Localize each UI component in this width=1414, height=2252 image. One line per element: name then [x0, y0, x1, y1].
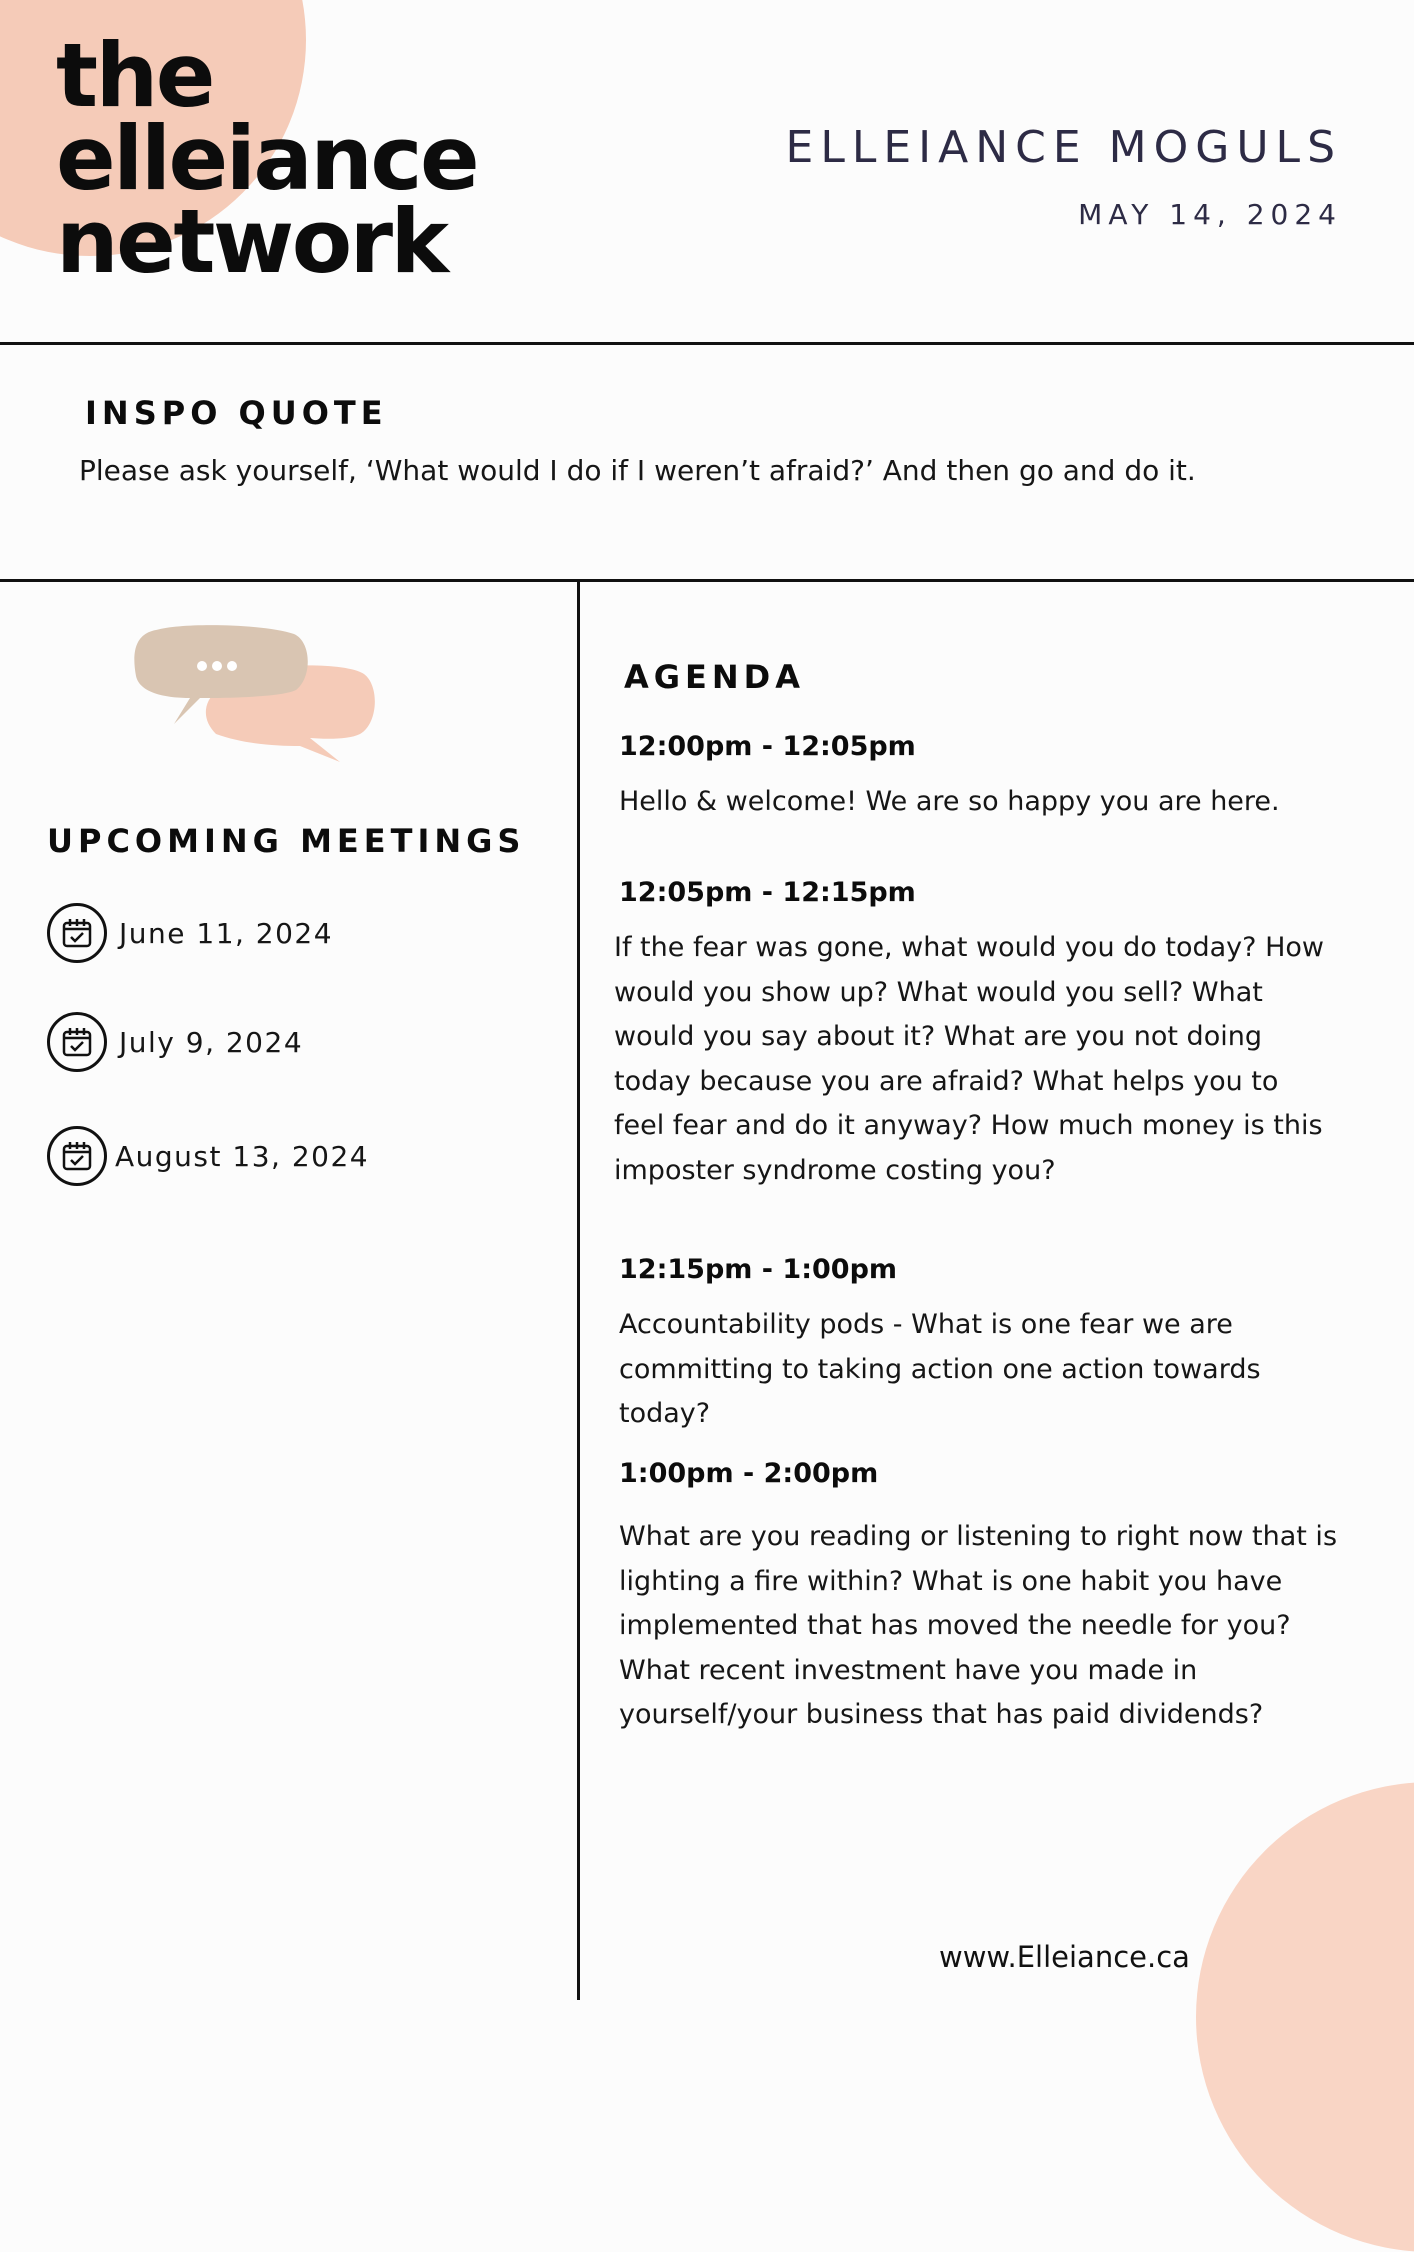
meeting-date-text: June 11, 2024: [119, 916, 334, 950]
agenda-description: What are you reading or listening to right now that is lighting a fire within? What is one habit you have implemented that has moved the needle for you? What recent investment have you made in yourself/your business that has paid dividends?: [619, 1521, 1338, 1730]
meeting-item: [47, 1012, 303, 1072]
inspo-heading: INSPO QUOTE: [85, 394, 388, 432]
agenda-description: Hello & welcome! We are so happy you are here.: [619, 786, 1280, 817]
divider-vertical: [577, 581, 580, 2000]
logo-line-1: the: [56, 24, 213, 127]
agenda-item: [619, 1458, 1339, 1738]
meeting-date-text: August 13, 2024: [115, 1139, 370, 1173]
meeting-item: [47, 1126, 369, 1186]
chat-bubbles-icon: [134, 624, 380, 798]
divider-middle: [0, 579, 1414, 582]
divider-top: [0, 342, 1414, 345]
decorative-circle-bottom: [1196, 1782, 1414, 2252]
agenda-time: 12:05pm - 12:15pm: [619, 877, 916, 908]
agenda-time: 1:00pm - 2:00pm: [619, 1458, 879, 1489]
agenda-heading: AGENDA: [624, 658, 805, 696]
calendar-check-icon: [47, 903, 107, 963]
agenda-item: [619, 731, 1339, 825]
meeting-date: MAY 14, 2024: [1078, 198, 1342, 231]
upcoming-heading: UPCOMING MEETINGS: [47, 822, 526, 860]
agenda-item: [614, 877, 1334, 1193]
agenda-description: If the fear was gone, what would you do today? How would you show up? What would you sell? What would you say about it? What are you not doing today because you are afraid? What helps you to feel fear and do it anyway? How much money is this imposter syndrome costing you?: [614, 932, 1324, 1186]
agenda-description: Accountability pods - What is one fear we are committing to taking action one action towards today?: [619, 1309, 1261, 1429]
logo: [56, 24, 478, 293]
org-title: ELLEIANCE MOGULS: [785, 122, 1342, 173]
agenda-time: 12:00pm - 12:05pm: [619, 731, 916, 762]
meeting-date-text: July 9, 2024: [119, 1025, 304, 1059]
agenda-time: 12:15pm - 1:00pm: [619, 1254, 898, 1285]
calendar-check-icon: [47, 1012, 107, 1072]
calendar-check-icon: [47, 1126, 107, 1186]
logo-line-2: elleiance: [56, 107, 478, 210]
logo-line-3: network: [56, 190, 447, 293]
website-link[interactable]: www.Elleiance.ca: [939, 1940, 1190, 1974]
meeting-item: [47, 903, 333, 963]
inspo-quote: Please ask yourself, ‘What would I do if I weren’t afraid?’ And then go and do it.: [79, 454, 1196, 487]
agenda-item: [619, 1254, 1339, 1437]
